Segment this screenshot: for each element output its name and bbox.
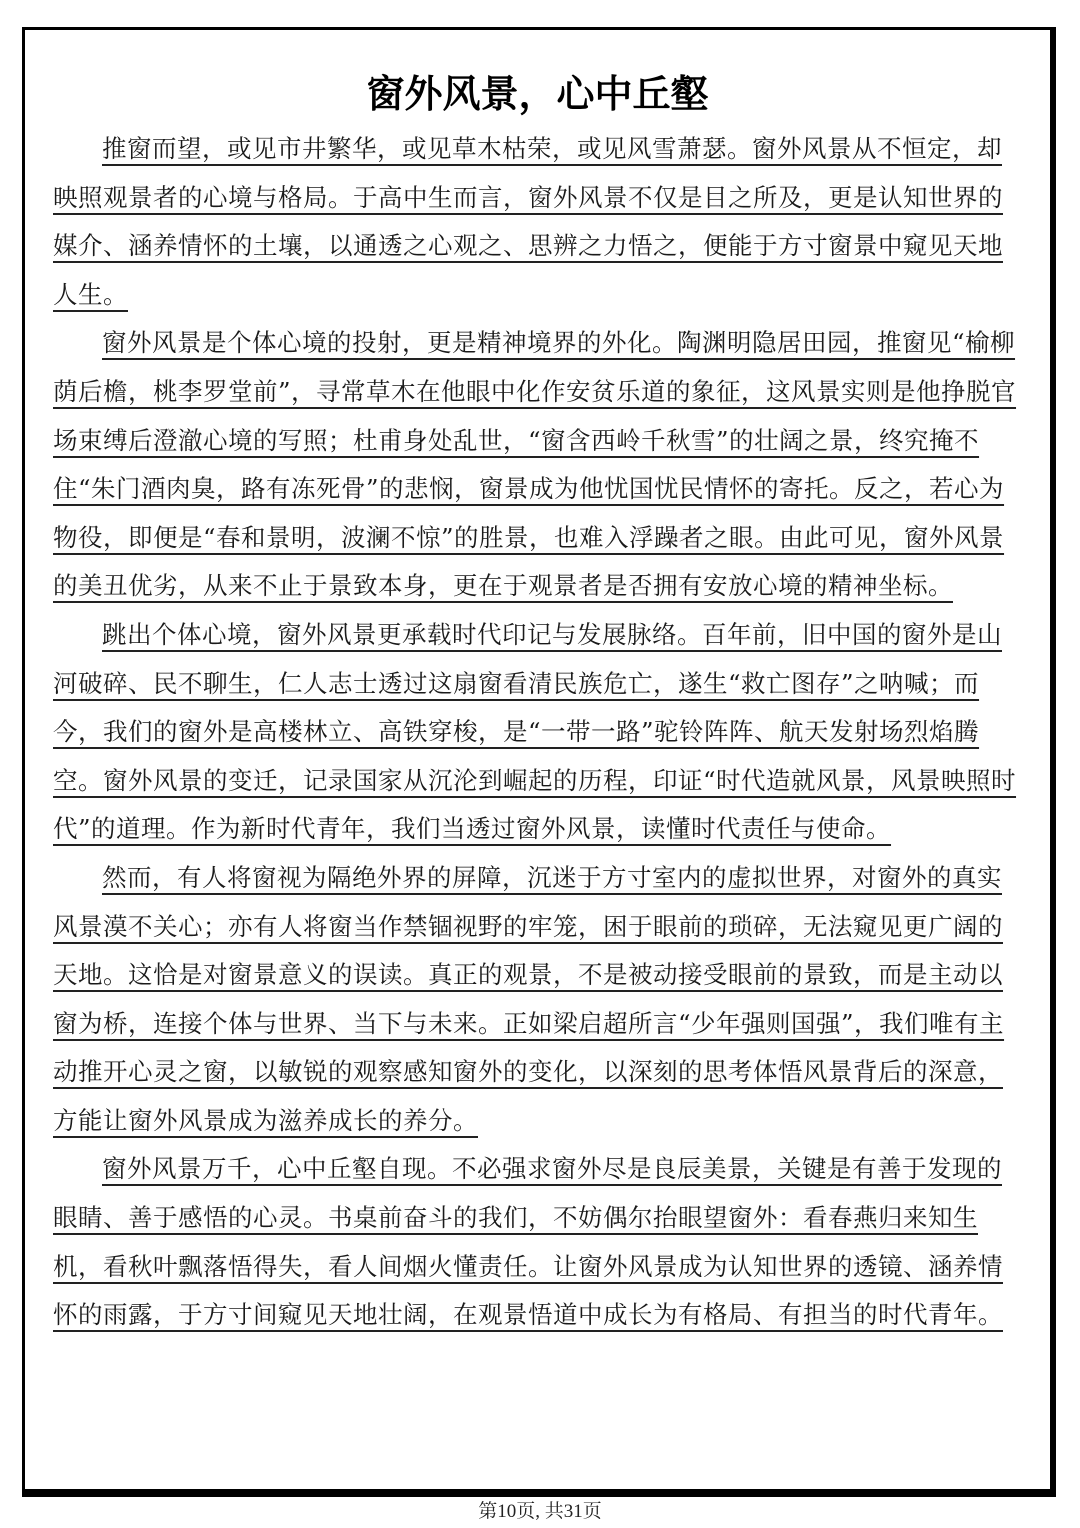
paragraph-5-text: 窗外风景万千，心中丘壑自现。不必强求窗外尽是良辰美景，关键是有善于发现的眼睛、善于感悟的心灵。书桌前奋斗的我们，不妨偶尔抬眼望窗外：看春燕归来知生机，看秋叶飘落悟得失，看人间烟火懂责任。让窗外风景成为认知世界的透镜、涵养情怀的雨露，于方寸间窥见天地壮阔，在观景悟道中成长为有格局、有担当的时代青年。 bbox=[53, 1154, 1003, 1330]
paragraph-4 bbox=[53, 854, 1017, 1146]
essay-body bbox=[53, 125, 1017, 1340]
paragraph-2-text: 窗外风景是个体心境的投射，更是精神境界的外化。陶渊明隐居田园，推窗见“榆柳荫后檐，桃李罗堂前”，寻常草木在他眼中化作安贫乐道的象征，这风景实则是他挣脱官场束缚后澄澈心境的写照；杜甫身处乱世，“窗含西岭千秋雪”的壮阔之景，终究掩不住“朱门酒肉臭，路有冻死骨”的悲悯，窗景成为他忧国忧民情怀的寄托。反之，若心为物役，即便是“春和景明，波澜不惊”的胜景，也难入浮躁者之眼。由此可见，窗外风景的美丑优劣，从来不止于景致本身，更在于观景者是否拥有安放心境的精神坐标。 bbox=[53, 328, 1017, 601]
page-frame bbox=[22, 27, 1056, 1497]
paragraph-3-text: 跳出个体心境，窗外风景更承载时代印记与发展脉络。百年前，旧中国的窗外是山河破碎、民不聊生，仁人志士透过这扇窗看清民族危亡，遂生“救亡图存”之呐喊；而今，我们的窗外是高楼林立、高铁穿梭，是“一带一路”驼铃阵阵、航天发射场烈焰腾空。窗外风景的变迁，记录国家从沉沦到崛起的历程，印证“时代造就风景，风景映照时代”的道理。作为新时代青年，我们当透过窗外风景，读懂时代责任与使命。 bbox=[53, 619, 1017, 844]
paragraph-5 bbox=[53, 1145, 1017, 1339]
paragraph-4-text: 然而，有人将窗视为隔绝外界的屏障，沉迷于方寸室内的虚拟世界，对窗外的真实风景漠不关心；亦有人将窗当作禁锢视野的牢笼，困于眼前的琐碎，无法窥见更广阔的天地。这恰是对窗景意义的误读。真正的观景，不是被动接受眼前的景致，而是主动以窗为桥，连接个体与世界、当下与未来。正如梁启超所言“少年强则国强”，我们唯有主动推开心灵之窗，以敏锐的观察感知窗外的变化，以深刻的思考体悟风景背后的深意，方能让窗外风景成为滋养成长的养分。 bbox=[53, 862, 1005, 1135]
paragraph-2 bbox=[53, 319, 1017, 611]
paragraph-3 bbox=[53, 611, 1017, 854]
page-number: 第10页, 共31页 bbox=[478, 1501, 602, 1522]
essay-title: 窗外风景，心中丘壑 bbox=[366, 72, 709, 116]
paragraph-1-text: 推窗而望，或见市井繁华，或见草木枯荣，或见风雪萧瑟。窗外风景从不恒定，却映照观景者的心境与格局。于高中生而言，窗外风景不仅是目之所及，更是认知世界的媒介、涵养情怀的土壤，以通透之心观之、思辨之力悟之，便能于方寸窗景中窥见天地人生。 bbox=[53, 134, 1003, 309]
paragraph-1 bbox=[53, 125, 1017, 319]
